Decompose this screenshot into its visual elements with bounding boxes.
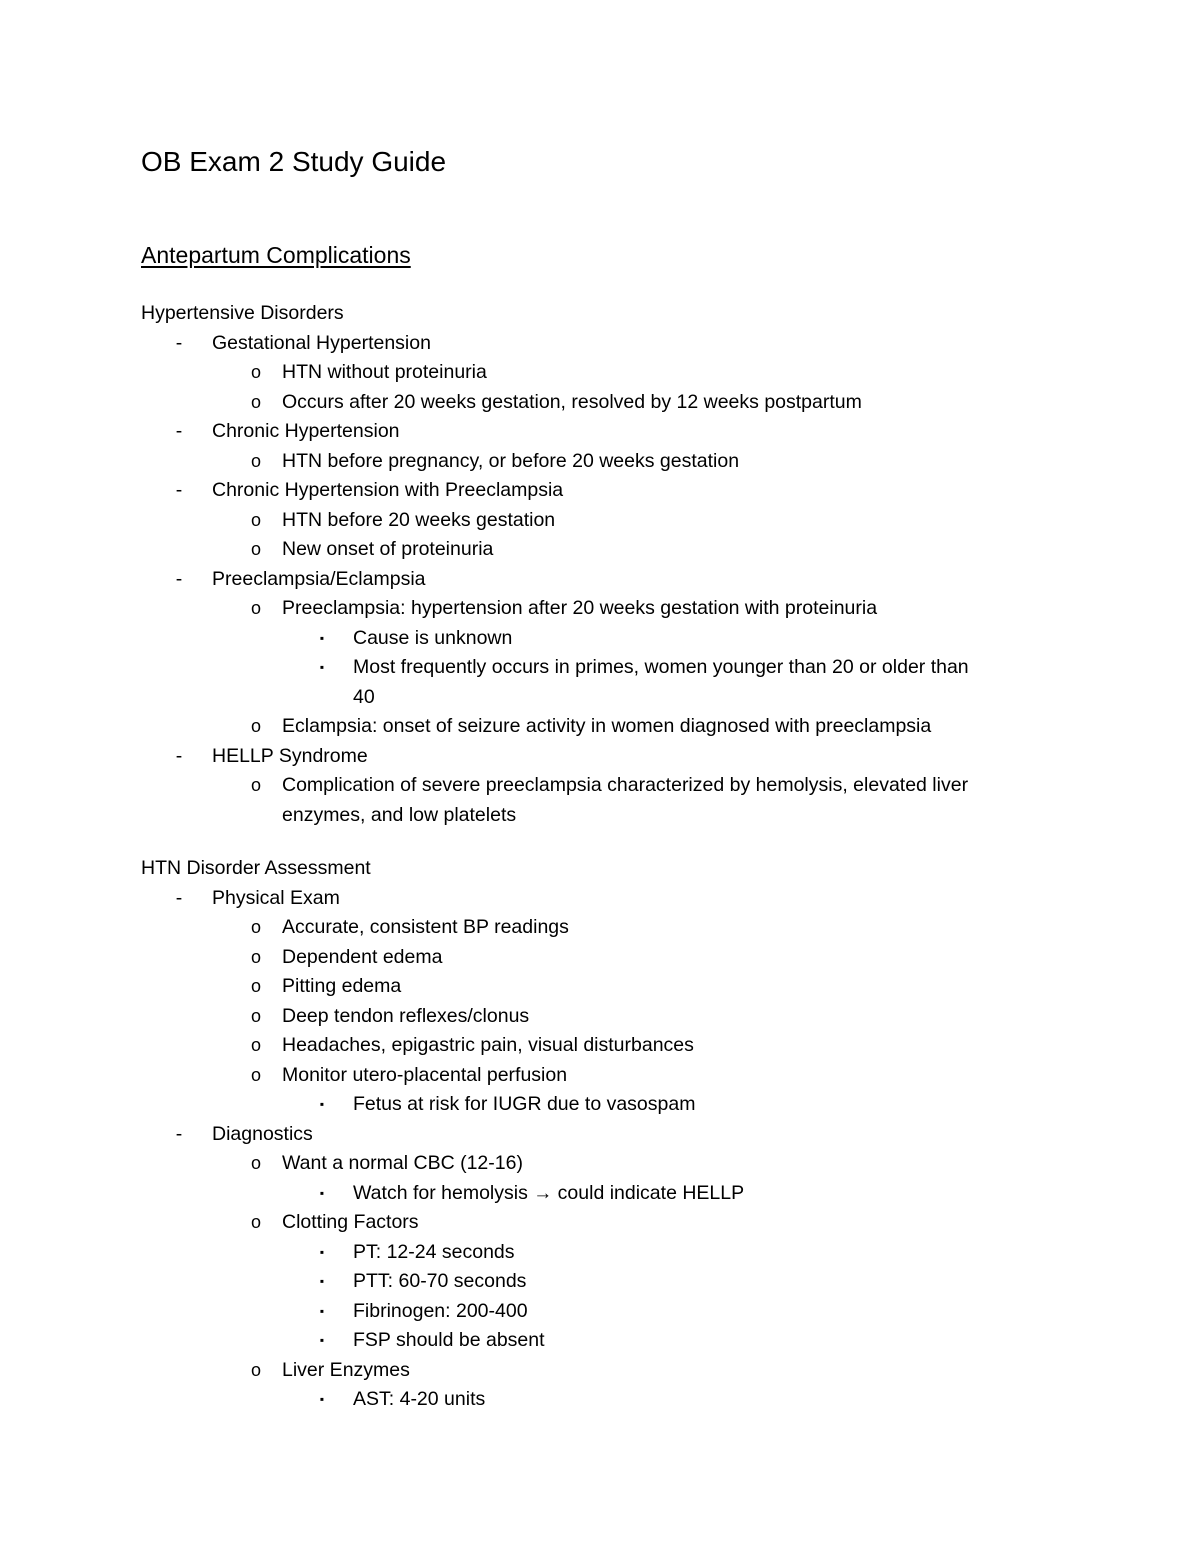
htn-assessment-section [0, 854, 1200, 1415]
list-item: - Gestational Hypertension [0, 329, 1200, 359]
list-item: - Diagnostics [0, 1120, 1200, 1150]
list-item [0, 299, 1200, 329]
square-bullet: ▪ [319, 630, 325, 645]
list-item: o Accurate, consistent BP readings [0, 913, 1200, 943]
circle-bullet: o [250, 539, 261, 559]
dash-bullet: - [175, 1122, 183, 1145]
circle-bullet: o [250, 509, 261, 530]
list-item: o Deep tendon reflexes/clonus [0, 1002, 1200, 1032]
section-heading: Antepartum Complications [141, 242, 411, 268]
list-item: o HTN without proteinuria [0, 358, 1200, 388]
list-item: ▪ Most frequently occurs in primes, women younger than 20 or older than [0, 653, 1200, 683]
dash-bullet: - [175, 420, 183, 442]
list-item [0, 854, 1200, 884]
list-item: ▪ PT: 12-24 seconds [0, 1238, 1200, 1268]
circle-bullet: o [250, 716, 261, 736]
subsection-heading: HTN Disorder Assessment [141, 857, 371, 879]
circle-bullet: o [250, 362, 261, 382]
list-item: o Monitor utero-placental perfusion [0, 1061, 1200, 1091]
list-item-continuation: enzymes, and low platelets [282, 803, 517, 826]
list-item: o Eclampsia: onset of seizure activity in women diagnosed with preeclampsia [0, 712, 1200, 742]
list-item: - Chronic Hypertension [0, 417, 1200, 447]
dash-bullet: - [175, 567, 183, 590]
circle-bullet: o [250, 1153, 261, 1173]
list-item: - Physical Exam [0, 884, 1200, 914]
square-bullet: ▪ [319, 1333, 325, 1347]
circle-bullet: o [250, 1212, 261, 1232]
dash-bullet: - [175, 479, 183, 501]
dash-bullet: - [175, 331, 183, 354]
list-item: o Want a normal CBC (12-16) [0, 1149, 1200, 1179]
list-item: ▪ Fibrinogen: 200-400 [0, 1297, 1200, 1327]
list-item: o HTN before pregnancy, or before 20 weeks gestation [0, 447, 1200, 477]
circle-bullet: o [250, 917, 261, 937]
circle-bullet: o [250, 946, 261, 967]
list-item: o Preeclampsia: hypertension after 20 weeks gestation with proteinuria [0, 594, 1200, 624]
square-bullet: ▪ [319, 1097, 325, 1111]
document-title: OB Exam 2 Study Guide [141, 146, 447, 177]
dash-bullet: - [175, 744, 183, 767]
circle-bullet: o [250, 1359, 261, 1380]
list-item: - HELLP Syndrome [0, 742, 1200, 772]
list-item: ▪ Cause is unknown [0, 624, 1200, 654]
square-bullet: ▪ [319, 1303, 325, 1318]
list-item: ▪ Fetus at risk for IUGR due to vasospam [0, 1090, 1200, 1120]
square-bullet: ▪ [319, 1244, 325, 1259]
list-item: ▪ FSP should be absent [0, 1326, 1200, 1356]
list-item: ▪ AST: 4-20 units [0, 1385, 1200, 1415]
circle-bullet: o [250, 976, 261, 996]
list-item-continuation: 40 [353, 685, 375, 708]
square-bullet: ▪ [319, 660, 325, 674]
list-item: - Preeclampsia/Eclampsia [0, 565, 1200, 595]
subsection-heading: Hypertensive Disorders [141, 302, 344, 324]
circle-bullet: o [250, 1035, 261, 1055]
list-item: - Chronic Hypertension with Preeclampsia [0, 476, 1200, 506]
circle-bullet: o [250, 1064, 261, 1085]
list-item: o Headaches, epigastric pain, visual disturbances [0, 1031, 1200, 1061]
list-item: o Complication of severe preeclampsia characterized by hemolysis, elevated liver [0, 771, 1200, 801]
list-item: o HTN before 20 weeks gestation [0, 506, 1200, 536]
list-item: ▪ Watch for hemolysis → could indicate HELLP [0, 1179, 1200, 1209]
dash-bullet: - [175, 886, 183, 909]
circle-bullet: o [250, 450, 261, 471]
square-bullet: ▪ [319, 1392, 325, 1406]
circle-bullet: o [250, 1005, 261, 1026]
list-item: o Pitting edema [0, 972, 1200, 1002]
list-item: o Clotting Factors [0, 1208, 1200, 1238]
circle-bullet: o [250, 775, 261, 795]
list-item: o New onset of proteinuria [0, 535, 1200, 565]
list-item: ▪ PTT: 60-70 seconds [0, 1267, 1200, 1297]
circle-bullet: o [250, 391, 261, 412]
list-item: o Liver Enzymes [0, 1356, 1200, 1386]
hypertensive-disorders-section [0, 299, 1200, 830]
list-item: o Occurs after 20 weeks gestation, resolved by 12 weeks postpartum [0, 388, 1200, 418]
circle-bullet: o [250, 598, 261, 618]
square-bullet: ▪ [319, 1185, 325, 1200]
square-bullet: ▪ [319, 1274, 325, 1288]
list-item: o Dependent edema [0, 943, 1200, 973]
arrow-right-icon: → [533, 1182, 553, 1204]
